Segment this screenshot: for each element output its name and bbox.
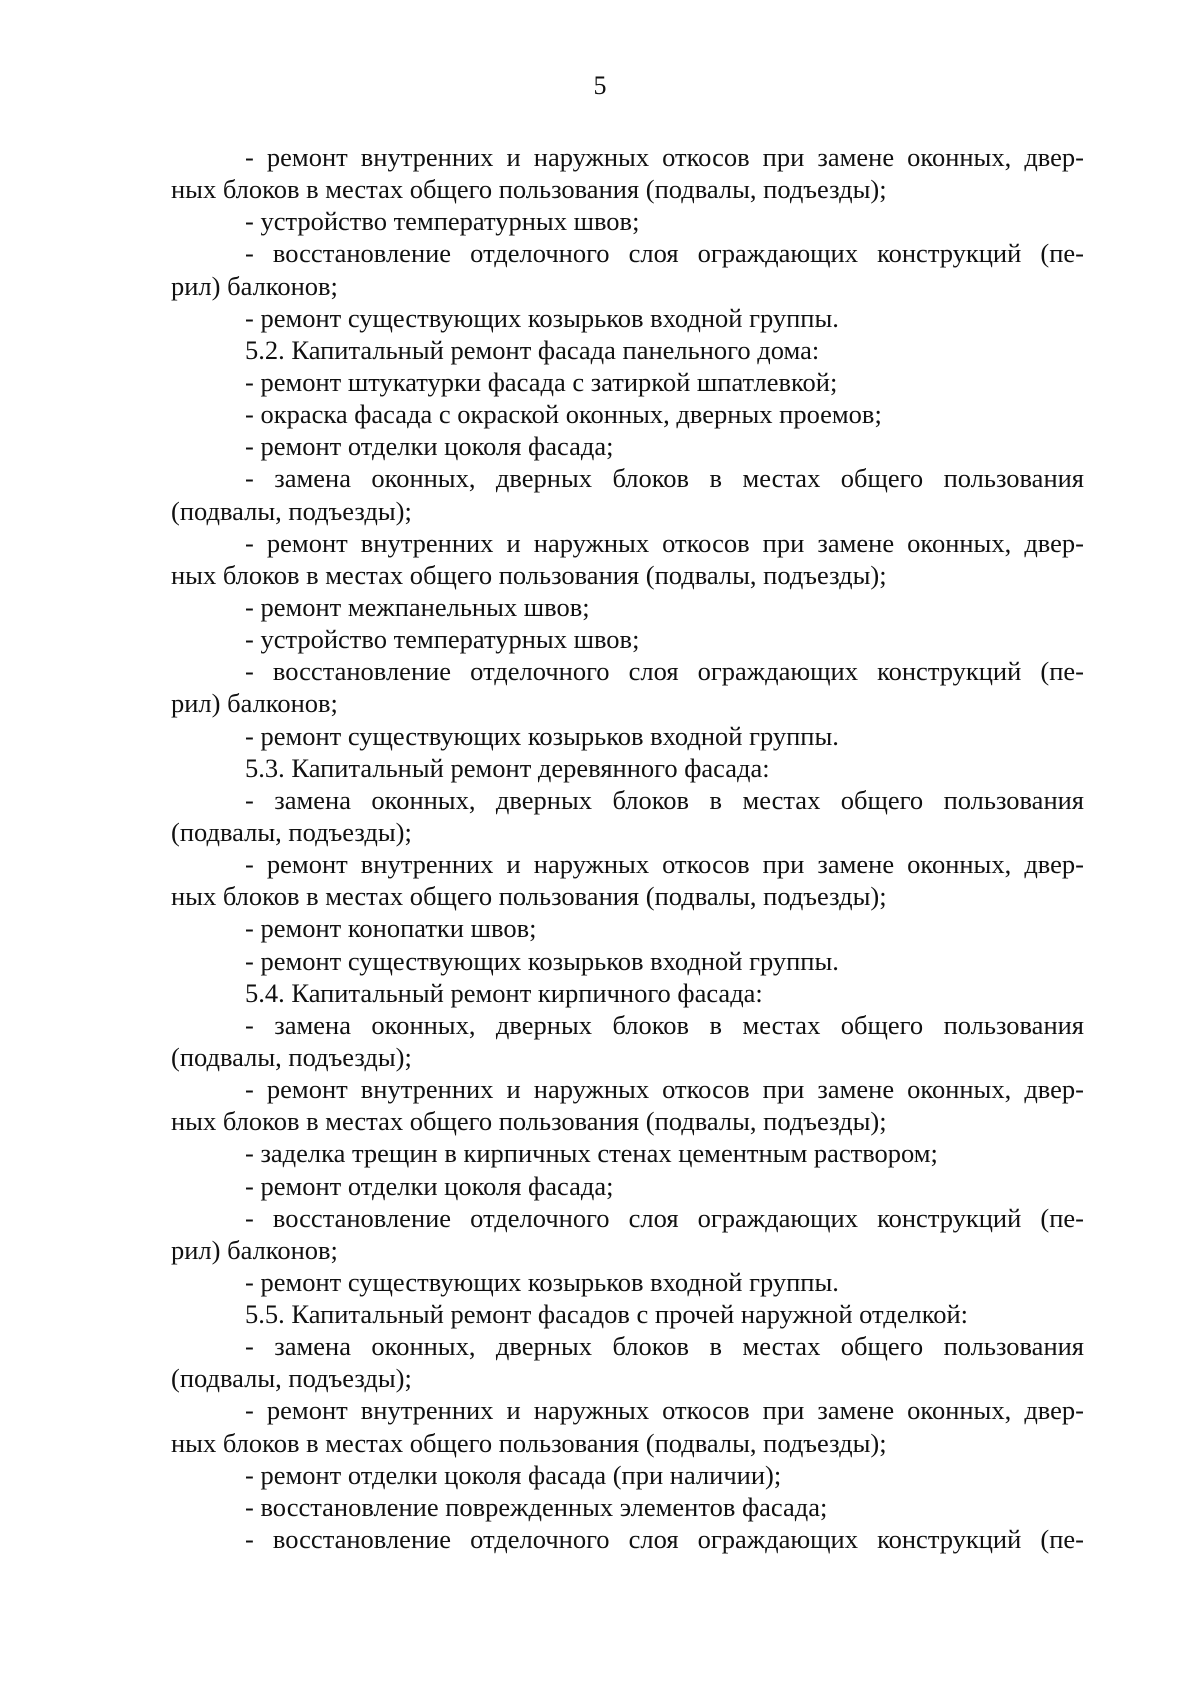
text-line: (подвалы, подъезды); [171,816,412,847]
text-line: - ремонт существующих козырьков входной группы. [245,1266,839,1297]
text-line: рил) балконов; [171,270,338,301]
text-line: 5.5. Капитальный ремонт фасадов с прочей наружной отделкой: [245,1299,969,1330]
text-line: - ремонт существующих козырьков входной группы. [245,945,839,976]
text-line: ных блоков в местах общего пользования (подвалы, подъезды); [171,559,887,590]
text-line: (подвалы, подъезды); [171,495,412,526]
text-line: - замена оконных, дверных блоков в местах общего пользования [245,1331,1084,1362]
text-line: - ремонт внутренних и наружных откосов при замене оконных, двер- [245,1395,1084,1426]
text-line: - замена оконных, дверных блоков в местах общего пользования [245,463,1084,494]
text-line: - восстановление поврежденных элементов фасада; [245,1491,828,1522]
text-line: ных блоков в местах общего пользования (подвалы, подъезды); [171,174,887,205]
text-line: - ремонт внутренних и наружных откосов при замене оконных, двер- [245,849,1084,880]
text-line: рил) балконов; [171,688,338,719]
document-body [171,141,1084,1555]
text-line: ных блоков в местах общего пользования (подвалы, подъезды); [171,1427,887,1458]
text-line: - восстановление отделочного слоя ограждающих конструкций (пе- [245,1202,1084,1233]
text-line: - устройство температурных швов; [245,206,640,237]
text-line: - ремонт отделки цоколя фасада; [245,431,614,462]
text-line: - ремонт конопатки швов; [245,913,537,944]
text-line: - ремонт межпанельных швов; [245,591,590,622]
text-line: (подвалы, подъезды); [171,1041,412,1072]
text-line: ных блоков в местах общего пользования (подвалы, подъезды); [171,1106,887,1137]
text-line: - устройство температурных швов; [245,624,640,655]
text-line: - ремонт отделки цоколя фасада; [245,1170,614,1201]
text-line: - заделка трещин в кирпичных стенах цементным раствором; [245,1138,938,1169]
text-line: - ремонт внутренних и наружных откосов при замене оконных, двер- [245,1074,1084,1105]
text-line: - ремонт существующих козырьков входной группы. [245,302,839,333]
text-line: 5.3. Капитальный ремонт деревянного фасада: [245,752,770,783]
text-line: (подвалы, подъезды); [171,1363,412,1394]
text-line: 5.4. Капитальный ремонт кирпичного фасада: [245,977,763,1008]
text-line: - ремонт внутренних и наружных откосов при замене оконных, двер- [245,142,1084,172]
text-line: - восстановление отделочного слоя ограждающих конструкций (пе- [245,238,1084,269]
text-line: - ремонт штукатурки фасада с затиркой шпатлевкой; [245,366,838,397]
text-line: - замена оконных, дверных блоков в местах общего пользования [245,1009,1084,1040]
text-line: - ремонт существующих козырьков входной группы. [245,720,839,751]
text-line: 5.2. Капитальный ремонт фасада панельного дома: [245,334,820,365]
text-line: - окраска фасада с окраской оконных, дверных проемов; [245,399,882,430]
text-line: - замена оконных, дверных блоков в местах общего пользования [245,784,1084,815]
page-number: 5 [593,71,607,100]
text-line: - ремонт внутренних и наружных откосов при замене оконных, двер- [245,527,1084,558]
text-line: - ремонт отделки цоколя фасада (при наличии); [245,1459,782,1490]
text-line: - восстановление отделочного слоя ограждающих конструкций (пе- [245,1524,1084,1555]
text-line: - восстановление отделочного слоя ограждающих конструкций (пе- [245,656,1084,687]
text-line: ных блоков в местах общего пользования (подвалы, подъезды); [171,881,887,912]
text-line: рил) балконов; [171,1234,338,1265]
